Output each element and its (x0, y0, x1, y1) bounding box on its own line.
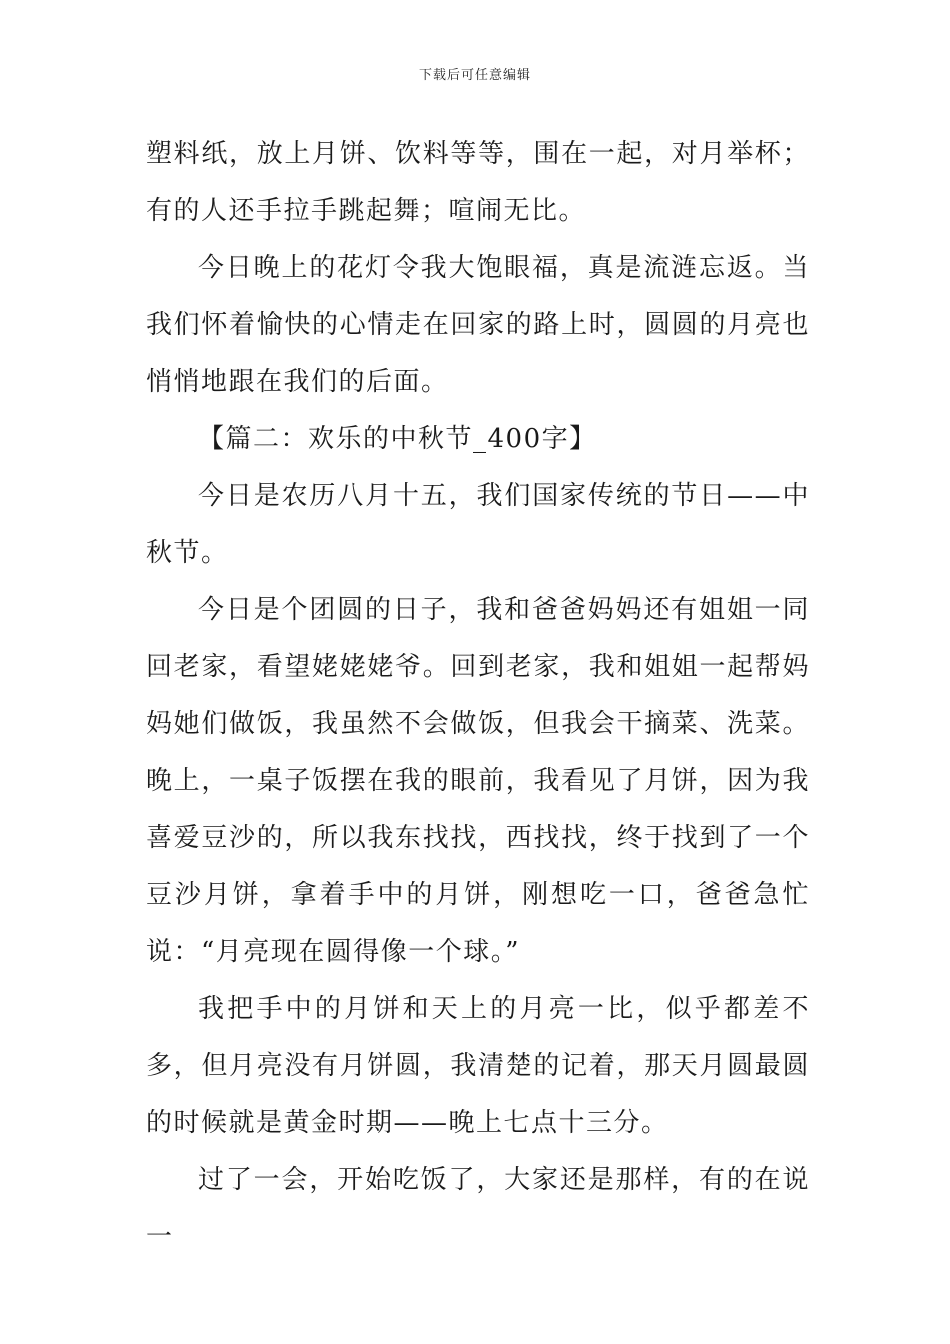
paragraph-2: 今日晚上的花灯令我大饱眼福，真是流涟忘返。当我们怀着愉快的心情走在回家的路上时，圆圆的月亮也悄悄地跟在我们的后面。 (146, 253, 810, 397)
paragraph-4: 今日是个团圆的日子，我和爸爸妈妈还有姐姐一同回老家，看望姥姥姥爷。回到老家，我和姐姐一起帮妈妈她们做饭，我虽然不会做饭，但我会干摘菜、洗菜。晚上，一桌子饭摆在我的眼前，我看见了月饼，因为我喜爱豆沙的，所以我东找找，西找找，终于找到了一个豆沙月饼，拿着手中的月饼，刚想吃一口，爸爸急忙说：“月亮现在圆得像一个球。” (146, 595, 810, 967)
page-header: 下载后可任意编辑 (418, 68, 531, 83)
paragraph-3: 今日是农历八月十五，我们国家传统的节日——中秋节。 (146, 481, 810, 568)
paragraph-5: 我把手中的月饼和天上的月亮一比，似乎都差不多，但月亮没有月饼圆，我清楚的记着，那天月圆最圆的时候就是黄金时期——晚上七点十三分。 (146, 994, 810, 1138)
document-body (146, 126, 810, 1266)
paragraph-6: 过了一会，开始吃饭了，大家还是那样，有的在说一 (146, 1165, 810, 1252)
section-heading: 【篇二：欢乐的中秋节_400字】 (198, 424, 597, 454)
paragraph-1: 塑料纸，放上月饼、饮料等等，围在一起，对月举杯；有的人还手拉手跳起舞；喧闹无比。 (146, 139, 810, 226)
